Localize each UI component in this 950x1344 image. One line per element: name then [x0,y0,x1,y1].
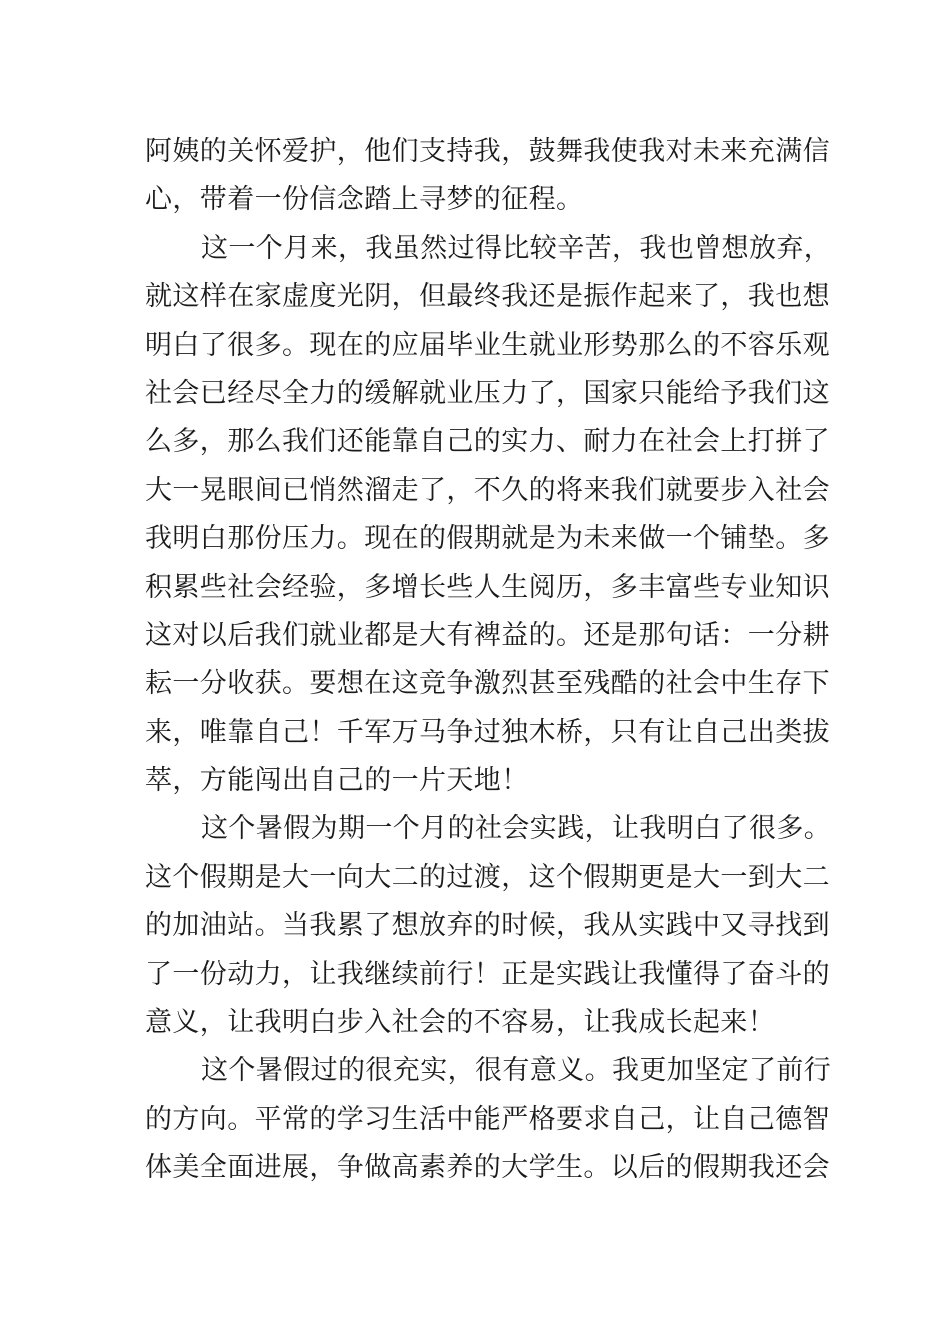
text-line: 积累些社会经验，多增长些人生阅历，多丰富些专业知识 [145,571,830,603]
text-line: 明白了很多。现在的应届毕业生就业形势那么的不容乐观 [145,329,830,361]
text-line: 我明白那份压力。现在的假期就是为未来做一个铺垫。多 [145,523,830,555]
text-line: 萃，方能闯出自己的一片天地！ [145,765,529,797]
text-line: 社会已经尽全力的缓解就业压力了，国家只能给予我们这 [145,377,830,409]
text-line: 这个暑假为期一个月的社会实践，让我明白了很多。 [201,813,832,845]
text-line: 阿姨的关怀爱护，他们支持我，鼓舞我使我对未来充满信 [145,136,830,167]
text-line: 体美全面进展，争做高素养的大学生。以后的假期我还会 [145,1152,830,1184]
text-line: 的加油站。当我累了想放弃的时候，我从实践中又寻找到 [145,910,830,942]
text-line: 就这样在家虚度光阴，但最终我还是振作起来了，我也想 [145,281,830,313]
body-text [145,128,832,1193]
text-line: 心，带着一份信念踏上寻梦的征程。 [145,184,584,216]
text-line: 耘一分收获。要想在这竞争激烈甚至残酷的社会中生存下 [145,668,830,700]
text-line: 这一个月来，我虽然过得比较辛苦，我也曾想放弃， [201,232,832,264]
text-line: 意义，让我明白步入社会的不容易，让我成长起来！ [145,1007,776,1039]
text-line: 了一份动力，让我继续前行！正是实践让我懂得了奋斗的 [145,958,830,990]
text-line: 来，唯靠自己！千军万马争过独木桥，只有让自己出类拔 [145,716,830,748]
text-line: 大一晃眼间已悄然溜走了，不久的将来我们就要步入社会 [145,474,830,506]
text-line: 么多，那么我们还能靠自己的实力、耐力在社会上打拼了 [145,426,830,458]
text-line: 这个假期是大一向大二的过渡，这个假期更是大一到大二 [145,861,830,893]
text-line: 这个暑假过的很充实，很有意义。我更加坚定了前行 [201,1055,832,1087]
text-line: 的方向。平常的学习生活中能严格要求自己，让自己德智 [145,1103,830,1135]
text-line: 这对以后我们就业都是大有裨益的。还是那句话：一分耕 [145,619,830,651]
